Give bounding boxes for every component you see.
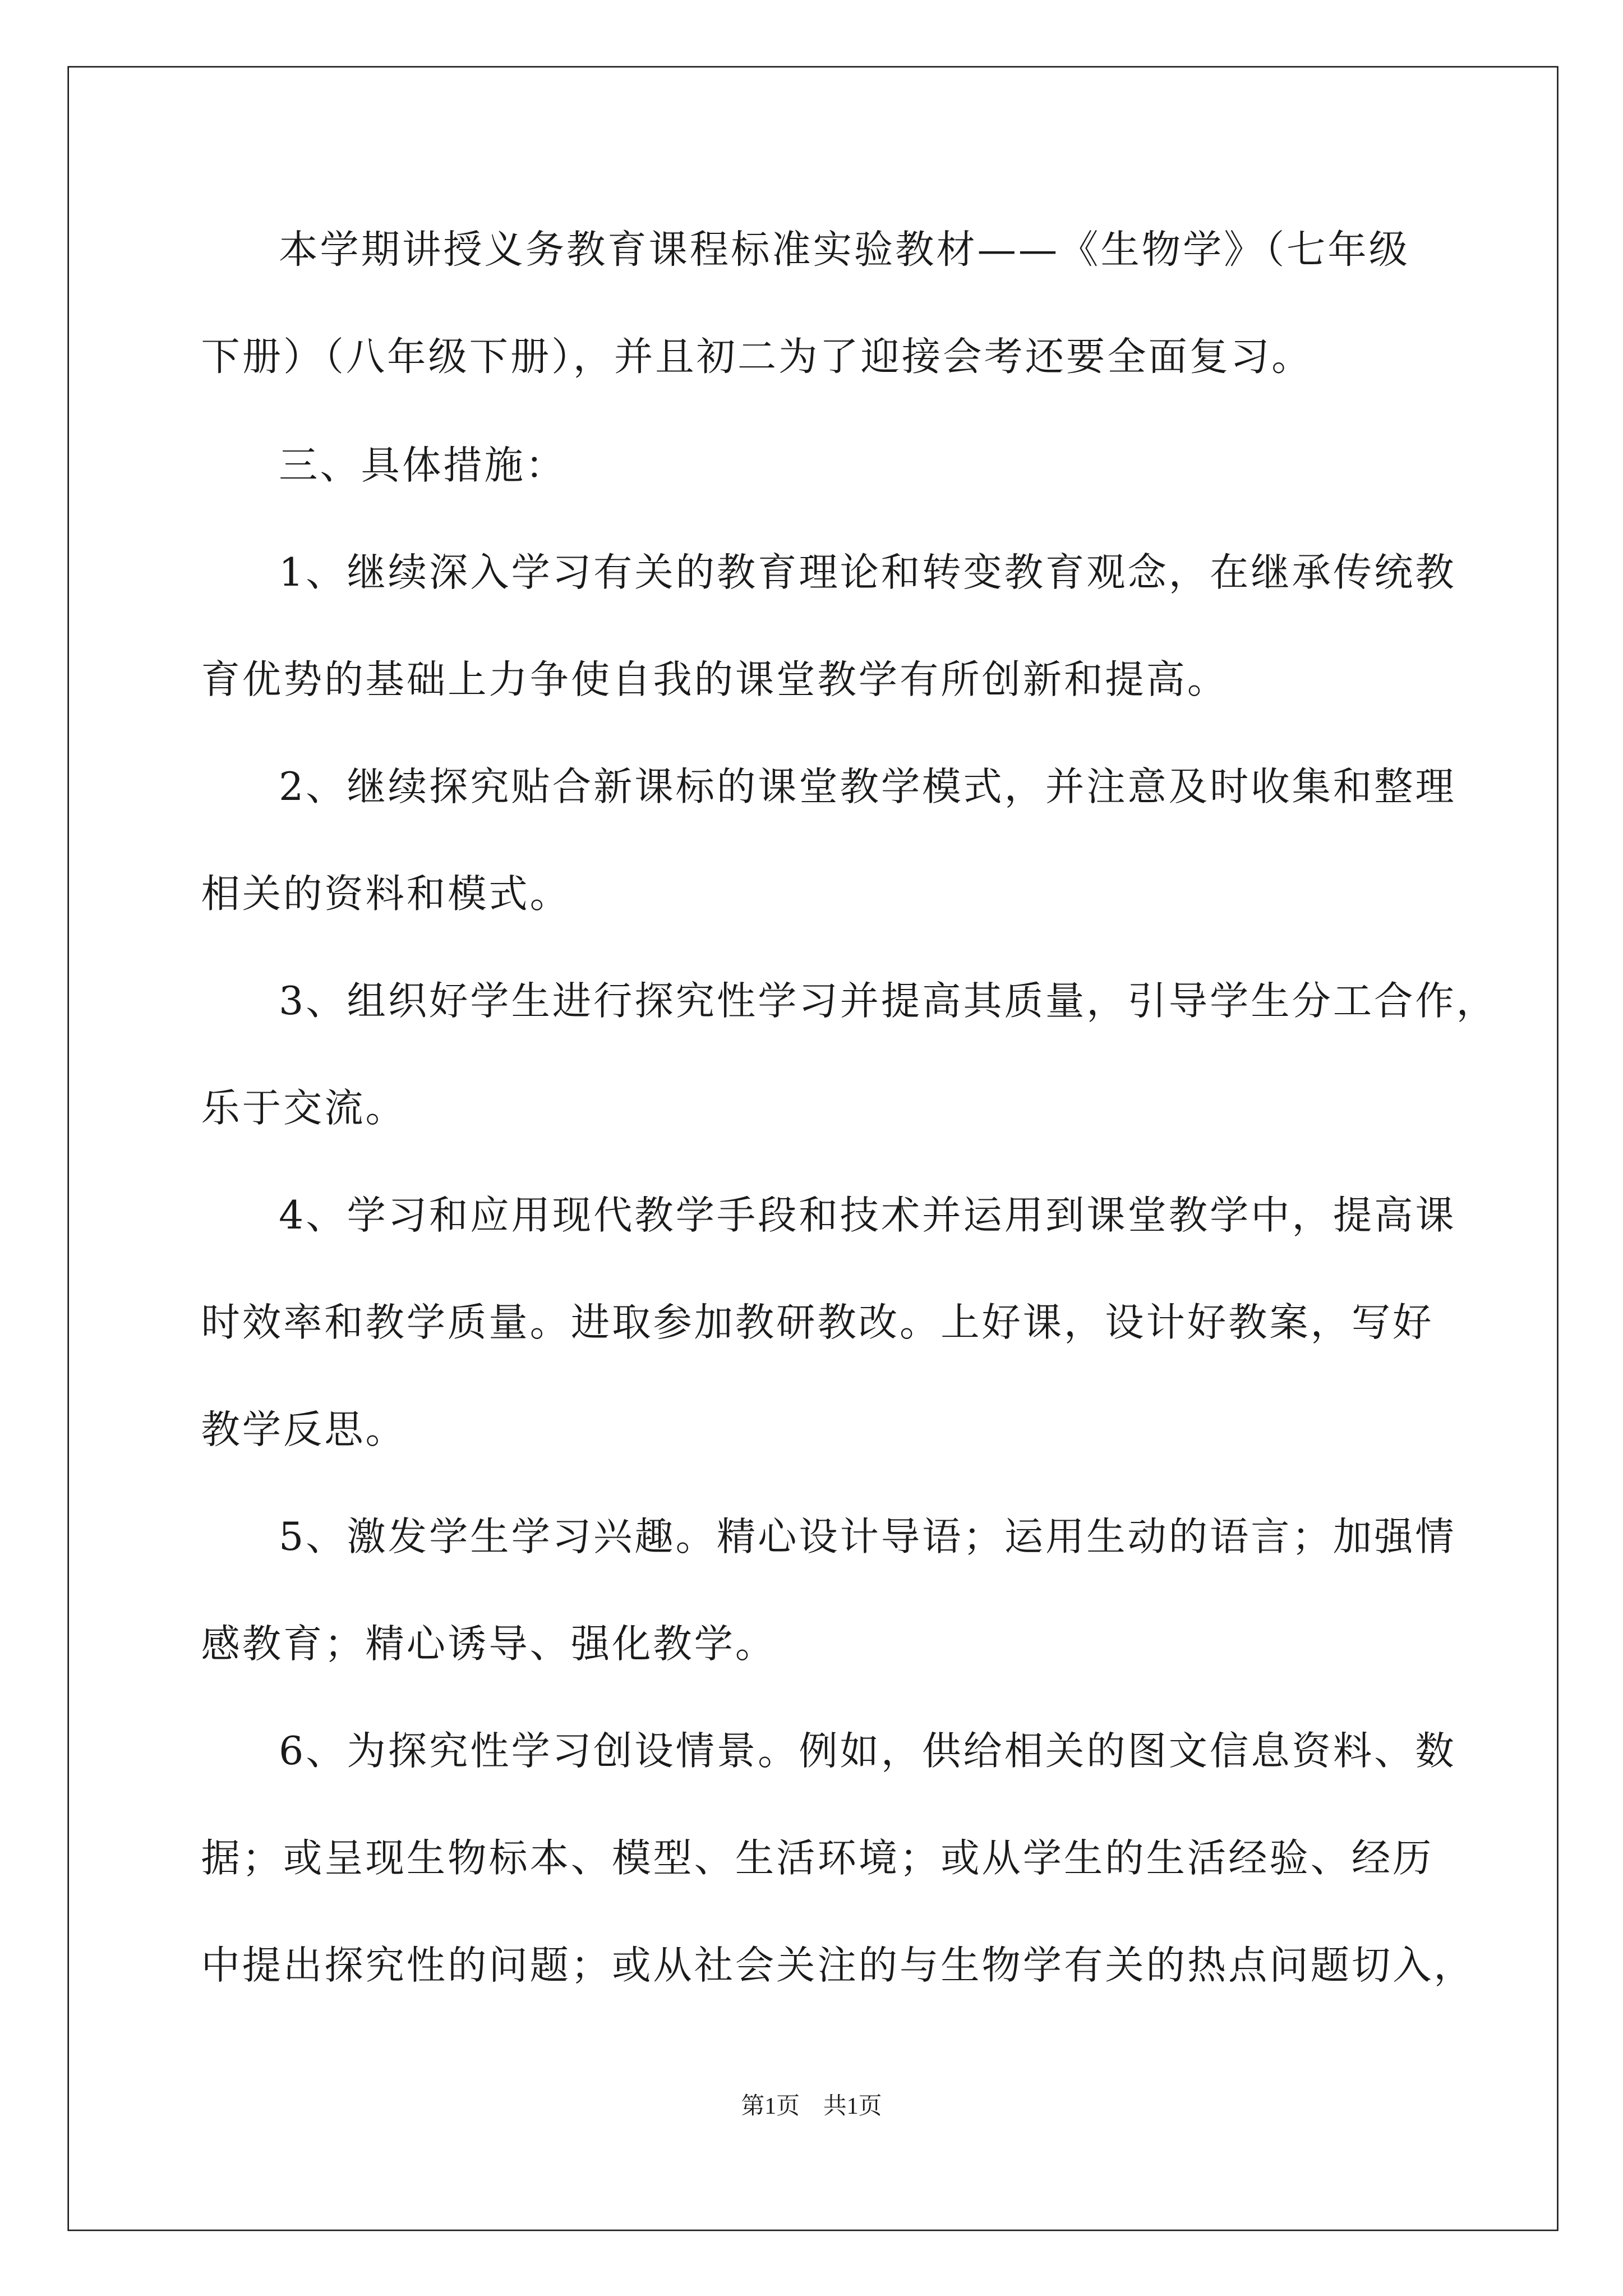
text-line: 3、组织好学生进行探究性学习并提高其质量，引导学生分工合作，	[279, 979, 1497, 1025]
page-footer-label: 第1页 共1页	[741, 2094, 882, 2120]
text-line: 本学期讲授义务教育课程标准实验教材——《生物学》（七年级	[279, 227, 1410, 273]
text-line: 时效率和教学质量。进取参加教研教改。上好课，设计好教案，写好	[201, 1300, 1434, 1346]
text-line: 下册）（八年级下册），并且初二为了迎接会考还要全面复习。	[201, 334, 1313, 380]
text-line: 2、继续探究贴合新课标的课堂教学模式，并注意及时收集和整理	[279, 765, 1456, 811]
text-line: 5、激发学生学习兴趣。精心设计导语；运用生动的语言；加强情	[279, 1515, 1456, 1561]
text-line: 教学反思。	[201, 1407, 407, 1453]
text-line: 感教育；精心诱导、强化教学。	[201, 1622, 777, 1668]
text-line: 6、为探究性学习创设情景。例如，供给相关的图文信息资料、数	[279, 1729, 1456, 1775]
text-line: 育优势的基础上力争使自我的课堂教学有所创新和提高。	[201, 657, 1229, 703]
section-heading: 三、具体措施：	[279, 443, 567, 489]
text-line: 相关的资料和模式。	[201, 872, 571, 918]
text-line: 4、学习和应用现代教学手段和技术并运用到课堂教学中，提高课	[279, 1193, 1456, 1239]
text-line: 中提出探究性的问题；或从社会关注的与生物学有关的热点问题切入，	[201, 1943, 1475, 1989]
text-line: 据；或呈现生物标本、模型、生活环境；或从学生的生活经验、经历	[201, 1836, 1434, 1882]
text-line: 1、继续深入学习有关的教育理论和转变教育观念，在继承传统教	[279, 550, 1456, 596]
text-line: 乐于交流。	[201, 1086, 407, 1132]
